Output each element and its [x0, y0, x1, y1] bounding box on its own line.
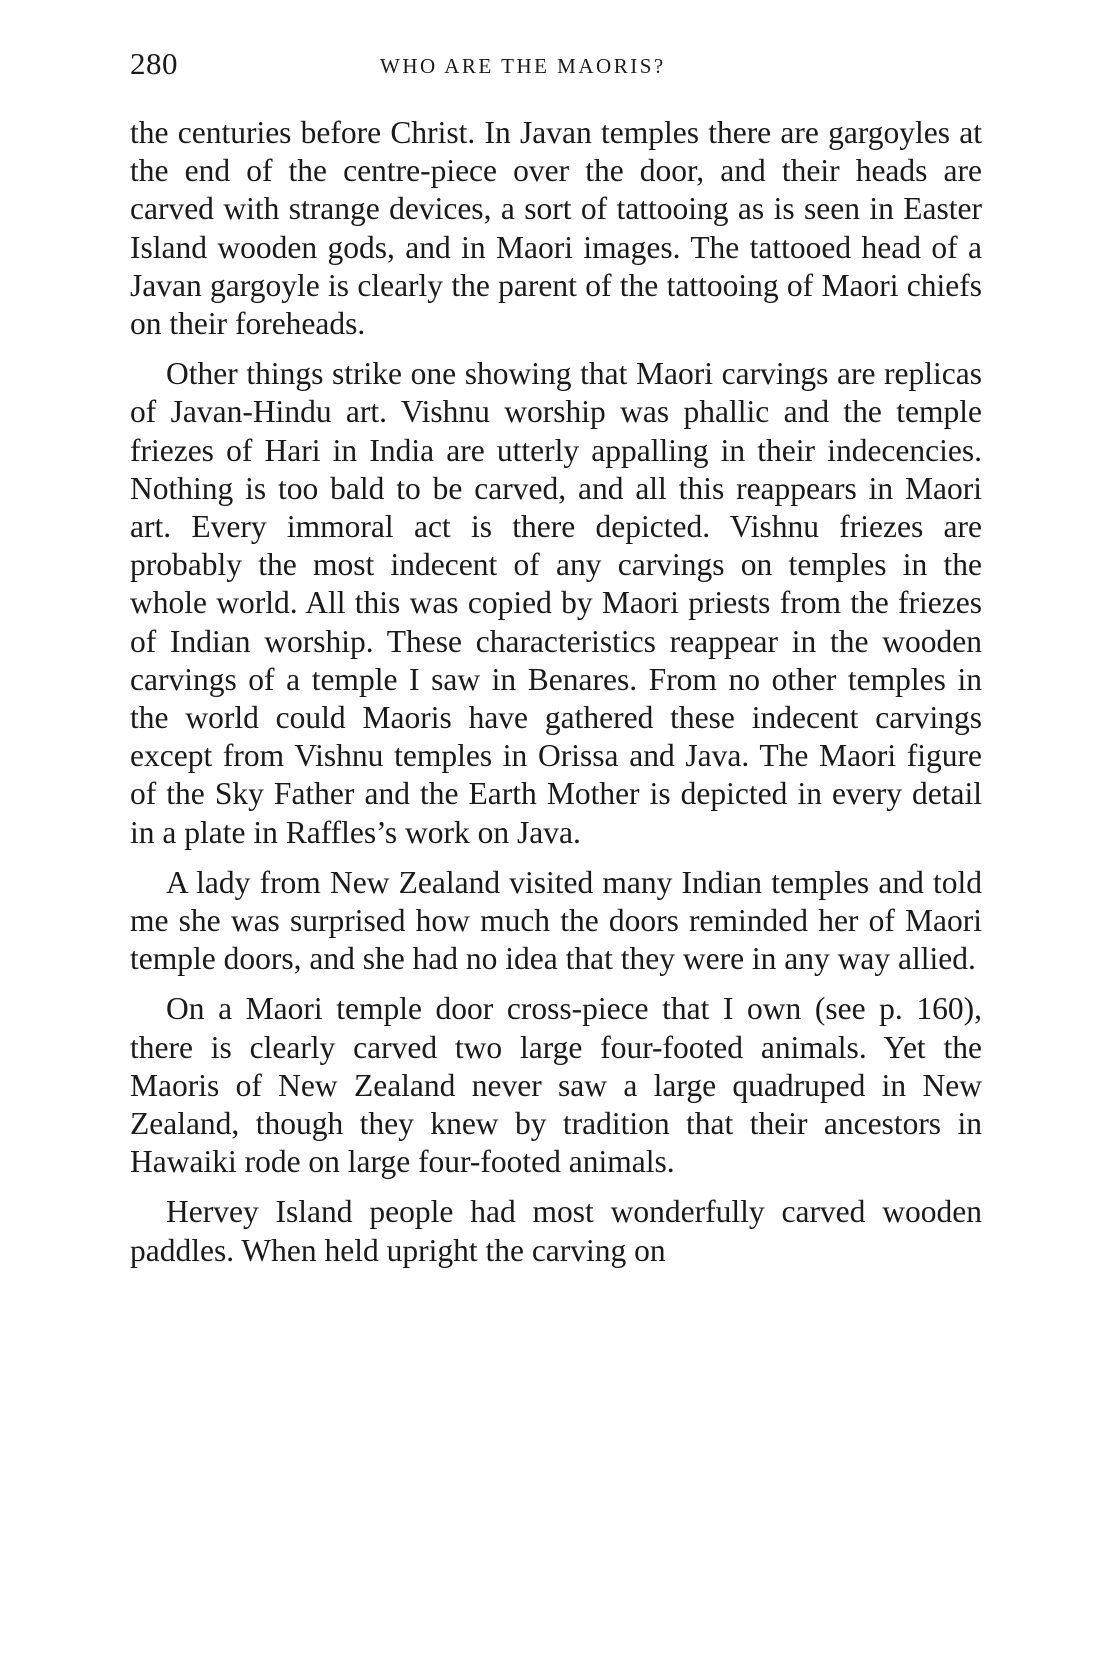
paragraph-5: Hervey Island people had most wonderfully carved wooden paddles. When held upright the carving on: [130, 1194, 982, 1268]
paragraph-1: the centuries before Christ. In Javan temples there are gargoyles at the end of the centre-piece over the door, and their heads are carved with strange devices, a sort of tattooing as is seen in Easter Island wooden gods, and in Maori images. The tattooed head of a Javan gargoyle is clearly the parent of the tattooing of Maori chiefs on their foreheads.: [130, 115, 982, 342]
paragraph-4: On a Maori temple door cross-piece that I own (see p. 160), there is clearly carved two large four-footed animals. Yet the Maoris of New Zealand never saw a large quadruped in New Zealand, though they knew by tradition that their ancestors in Hawaiki rode on large four-footed animals.: [130, 991, 982, 1180]
paragraph-2: Other things strike one showing that Maori carvings are replicas of Javan-Hindu art. Vishnu worship was phallic and the temple friezes of Hari in India are utterly appalling in their indecencies. Nothing is too bald to be carved, and all this reappears in Maori art. Every immoral act is there depicted. Vishnu friezes are probably the most indecent of any carvings on temples in the whole world. All this was copied by Maori priests from the friezes of Indian worship. These characteristics reappear in the wooden carvings of a temple I saw in Benares. From no other temples in the world could Maoris have gathered these indecent carvings except from Vishnu temples in Orissa and Java. The Maori figure of the Sky Father and the Earth Mother is depicted in every detail in a plate in Raffles’s work on Java.: [130, 356, 982, 850]
running-title: WHO ARE THE MAORIS?: [380, 54, 666, 78]
paragraph-3: A lady from New Zealand visited many Indian temples and told me she was surprised how much the doors reminded her of Maori temple doors, and she had no idea that they were in any way allied.: [130, 864, 982, 977]
page-number: 280: [130, 46, 178, 81]
body-text: [130, 114, 982, 1282]
running-head: [130, 46, 1010, 86]
